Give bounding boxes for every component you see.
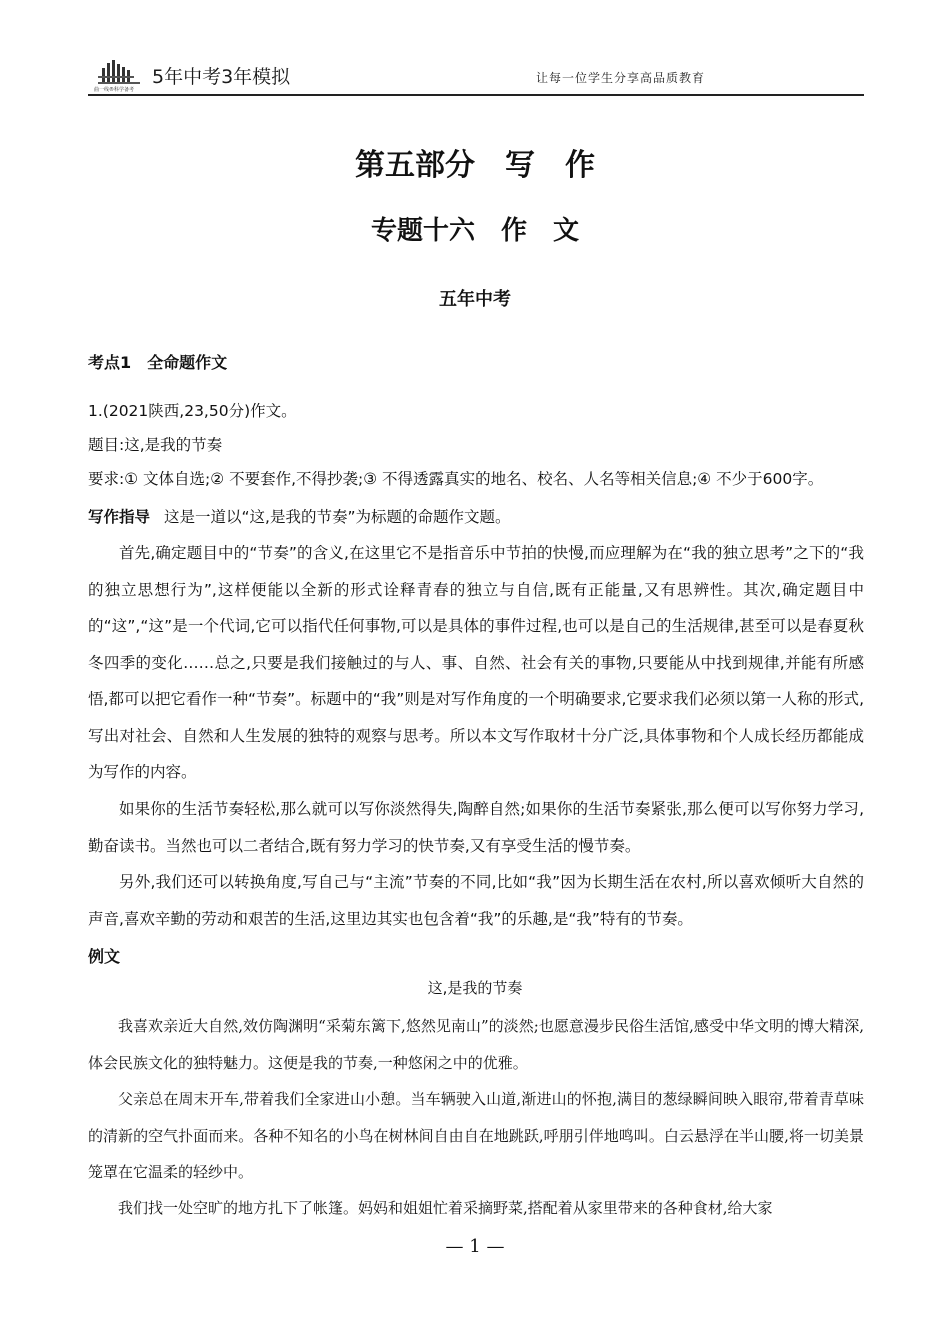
guide-paragraph: 首先,确定题目中的“节奏”的含义,在这里它不是指音乐中节拍的快慢,而应理解为在“我的独立思考”之下的“我的独立思想行为”,这样便能以全新的形式诠释青春的独立与自信,既有正能量,又有思辨性。其次,确定题目中的“这”,“这”是一个代词,它可以指代任何事物,可以是具体的事件过程,也可以是自己的生活规律,甚至可以是春夏秋冬四季的变化……总之,只要是我们接触过的与人、事、自然、社会有关的事物,只要能从中找到规律,并能有所感悟,都可以把它看作一种“节奏”。标题中的“我”则是对写作角度的一个明确要求,它要求我们必须以第一人称的形式,写出对社会、自然和人生发展的独特的观察与思考。所以本文写作取材十分广泛,具体事物和个人成长经历都能成为写作的内容。 xyxy=(88,544,864,781)
essay-paragraph: 父亲总在周末开车,带着我们全家进山小憩。当车辆驶入山道,渐进山的怀抱,满目的葱绿瞬间映入眼帘,带着青草味的清新的空气扑面而来。各种不知名的小鸟在树林间自由自在地跳跃,呼朋引伴地鸣叫。白云悬浮在半山腰,将一切美景笼罩在它温柔的轻纱中。 xyxy=(88,1090,864,1181)
page-header xyxy=(88,52,864,96)
question-number-source: 1.(2021陕西,23,50分)作文。 xyxy=(88,402,297,420)
topic-title: 专题十六 作 文 xyxy=(370,216,579,246)
question-requirements: 要求:① 文体自选;② 不要套作,不得抄袭;③ 不得透露真实的地名、校名、人名等相关信息;④ 不少于600字。 xyxy=(88,470,824,488)
writing-guide-intro: 这是一道以“这,是我的节奏”为标题的命题作文题。 xyxy=(164,508,511,526)
section-subtitle: 五年中考 xyxy=(439,289,511,310)
example-label: 例文 xyxy=(88,947,121,966)
guide-paragraph: 如果你的生活节奏轻松,那么就可以写你淡然得失,陶醉自然;如果你的生活节奏紧张,那么便可以写你努力学习,勤奋读书。当然也可以二者结合,既有努力学习的快节奏,又有享受生活的慢节奏。 xyxy=(88,800,864,855)
part-title: 第五部分 写 作 xyxy=(355,148,595,183)
writing-guide-intro-line xyxy=(88,505,864,527)
logo-tagline: 曲一线®科学备考 xyxy=(94,87,135,93)
page-number: — 1 — xyxy=(445,1236,505,1257)
logo-icon xyxy=(98,58,142,88)
essay-title: 这,是我的节奏 xyxy=(427,979,523,997)
header-slogan: 让每一位学生分享高品质教育 xyxy=(536,71,706,85)
question-topic: 题目:这,是我的节奏 xyxy=(88,436,223,454)
exam-point-title: 考点1 全命题作文 xyxy=(88,353,228,372)
guide-paragraph: 另外,我们还可以转换角度,写自己与“主流”节奏的不同,比如“我”因为长期生活在农村,所以喜欢倾听大自然的声音,喜欢辛勤的劳动和艰苦的生活,这里边其实也包含着“我”的乐趣,是“我”特有的节奏。 xyxy=(88,873,864,928)
header-title: 5年中考3年模拟 xyxy=(152,66,291,88)
essay-paragraph: 我们找一处空旷的地方扎下了帐篷。妈妈和姐姐忙着采摘野菜,搭配着从家里带来的各种食材,给大家 xyxy=(118,1199,773,1217)
essay-paragraph: 我喜欢亲近大自然,效仿陶渊明“采菊东篱下,悠然见南山”的淡然;也愿意漫步民俗生活馆,感受中华文明的博大精深,体会民族文化的独特魅力。这便是我的节奏,一种悠闲之中的优雅。 xyxy=(88,1017,864,1072)
writing-guide-label: 写作指导 xyxy=(88,508,151,526)
